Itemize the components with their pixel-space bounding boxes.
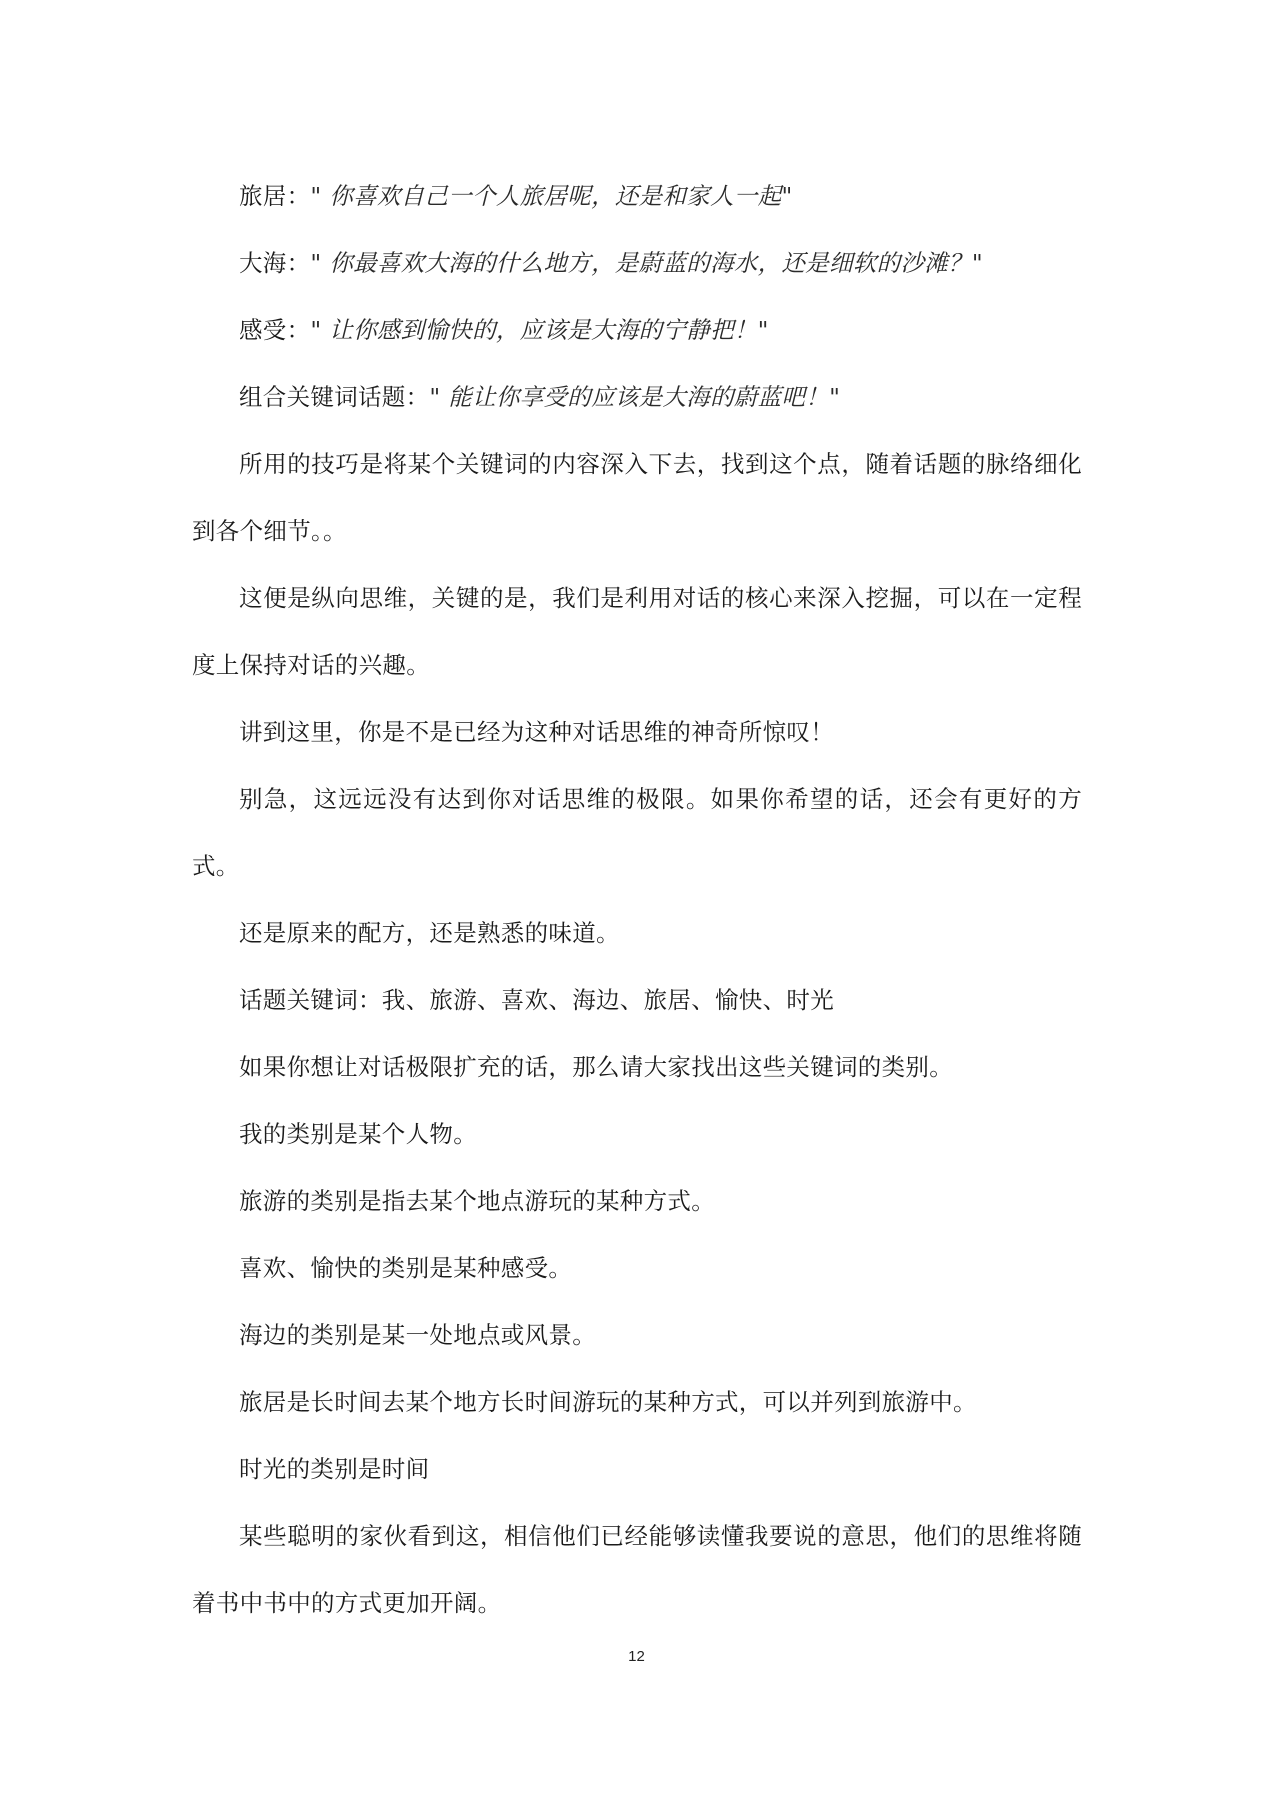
keyword-quote: " 能让你享受的应该是大海的蔚蓝吧！"	[429, 383, 841, 411]
keyword-line-travel-living	[192, 163, 1082, 230]
paragraph: 话题关键词：我、旅游、喜欢、海边、旅居、愉快、时光	[239, 986, 834, 1014]
paragraph: 讲到这里，你是不是已经为这种对话思维的神奇所惊叹！	[239, 718, 834, 746]
paragraph: 海边的类别是某一处地点或风景。	[239, 1321, 596, 1349]
paragraph: 旅游的类别是指去某个地点游玩的某种方式。	[239, 1187, 715, 1215]
paragraph: 别急，这远远没有达到你对话思维的极限。如果你希望的话，还会有更好的方式。	[192, 785, 1082, 880]
paragraph: 我的类别是某个人物。	[239, 1120, 477, 1148]
keyword-label: 旅居：	[239, 182, 311, 210]
keyword-line-sea	[192, 230, 1082, 297]
paragraph: 旅居是长时间去某个地方长时间游玩的某种方式，可以并列到旅游中。	[239, 1388, 977, 1416]
keyword-quote: " 你喜欢自己一个人旅居呢，还是和家人一起"	[310, 182, 793, 210]
paragraph: 所用的技巧是将某个关键词的内容深入下去，找到这个点，随着话题的脉络细化到各个细节。。	[192, 450, 1082, 545]
keyword-quote: " 你最喜欢大海的什么地方，是蔚蓝的海水，还是细软的沙滩？"	[310, 249, 983, 277]
paragraph: 喜欢、愉快的类别是某种感受。	[239, 1254, 573, 1282]
paragraph: 还是原来的配方，还是熟悉的味道。	[239, 919, 620, 947]
paragraph: 这便是纵向思维，关键的是，我们是利用对话的核心来深入挖掘，可以在一定程度上保持对话的兴趣。	[192, 584, 1082, 679]
page-number: 12	[628, 1648, 645, 1665]
keyword-quote: " 让你感到愉快的，应该是大海的宁静把！"	[310, 316, 769, 344]
keyword-line-combined	[192, 364, 1082, 431]
body-text	[192, 163, 1082, 1637]
paragraph: 某些聪明的家伙看到这，相信他们已经能够读懂我要说的意思，他们的思维将随着书中书中的方式更加开阔。	[192, 1522, 1082, 1617]
keyword-line-feeling	[192, 297, 1082, 364]
keyword-label: 大海：	[239, 249, 311, 277]
keyword-label: 组合关键词话题：	[239, 383, 430, 411]
paragraph: 时光的类别是时间	[239, 1455, 430, 1483]
keyword-label: 感受：	[239, 316, 311, 344]
paragraph: 如果你想让对话极限扩充的话，那么请大家找出这些关键词的类别。	[239, 1053, 953, 1081]
